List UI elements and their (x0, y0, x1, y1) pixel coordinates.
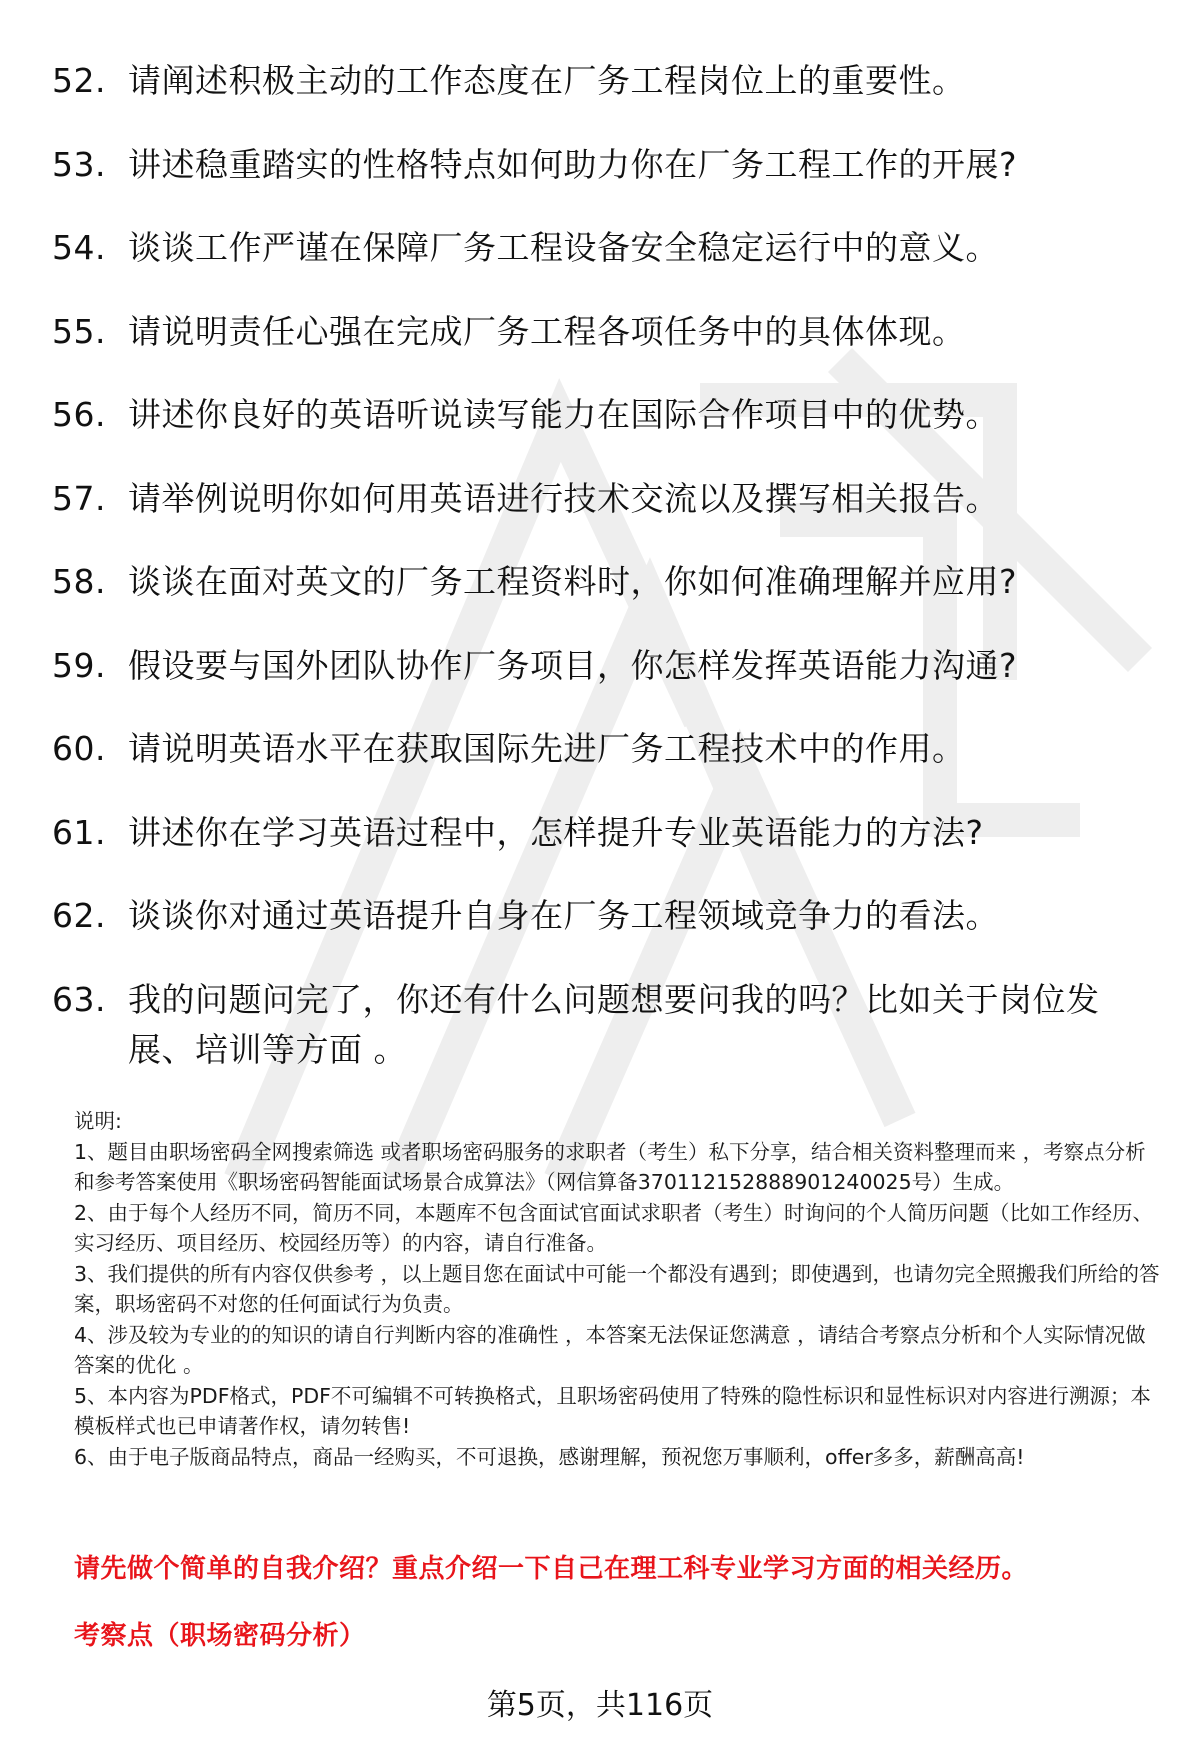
question-text: 请举例说明你如何用英语进行技术交流以及撰写相关报告。 (128, 478, 999, 518)
interview-question-heading: 请先做个简单的自我介绍？重点介绍一下自己在理工科专业学习方面的相关经历。 (74, 1554, 1029, 1584)
question-list (52, 56, 1152, 1108)
note-item: 2、由于每个人经历不同，简历不同，本题库不包含面试官面试求职者（考生）时询问的个人简历问题（比如工作经历、实习经历、项目经历、校园经历等）的内容，请自行准备。 (74, 1200, 1154, 1255)
question-item (52, 724, 1152, 774)
question-item (52, 557, 1152, 607)
question-number: 61. (52, 812, 106, 852)
question-item (52, 56, 1152, 106)
question-item (52, 307, 1152, 357)
question-text: 假设要与国外团队协作厂务项目，你怎样发挥英语能力沟通? (128, 645, 1018, 685)
question-number: 60. (52, 729, 106, 768)
question-item (52, 808, 1152, 858)
question-number: 54. (52, 228, 106, 267)
question-number: 58. (52, 562, 106, 601)
note-item: 1、题目由职场密码全网搜索筛选 或者职场密码服务的求职者（考生）私下分享，结合相关资料整理而来 ，考察点分析和参考答案使用《职场密码智能面试场景合成算法》（网信算备370112152888901240025号）生成。 (74, 1139, 1146, 1194)
question-item (52, 891, 1152, 941)
notes-section (74, 1106, 1164, 1472)
page-number: 第5页，共116页 (486, 1688, 714, 1723)
question-number: 56. (52, 395, 106, 434)
note-item: 5、本内容为PDF格式，PDF不可编辑不可转换格式，且职场密码使用了特殊的隐性标识和显性标识对内容进行溯源；本模板样式也已申请著作权，请勿转售! (74, 1383, 1151, 1438)
question-text: 谈谈你对通过英语提升自身在厂务工程领域竞争力的看法。 (128, 896, 999, 935)
question-item (52, 223, 1152, 273)
question-item (52, 975, 1152, 1075)
question-text: 请阐述积极主动的工作态度在厂务工程岗位上的重要性。 (128, 61, 966, 100)
note-item: 4、涉及较为专业的的知识的请自行判断内容的准确性 ，本答案无法保证您满意 ，请结合考察点分析和个人实际情况做答案的优化 。 (74, 1322, 1146, 1377)
question-number: 52. (52, 61, 106, 100)
note-item: 3、我们提供的所有内容仅供参考 ，以上题目您在面试中可能一个都没有遇到；即使遇到，也请勿完全照搬我们所给的答案，职场密码不对您的任何面试行为负责。 (74, 1261, 1160, 1316)
question-text: 讲述你良好的英语听说读写能力在国际合作项目中的优势。 (128, 395, 999, 434)
question-number: 63. (52, 979, 106, 1019)
question-text: 谈谈工作严谨在保障厂务工程设备安全稳定运行中的意义。 (128, 228, 999, 267)
question-item (52, 641, 1152, 691)
question-text: 请说明责任心强在完成厂务工程各项任务中的具体体现。 (128, 311, 966, 351)
notes-title: 说明: (74, 1109, 122, 1133)
question-number: 55. (52, 311, 106, 351)
analysis-heading: 考察点（职场密码分析） (74, 1621, 366, 1651)
question-text: 讲述你在学习英语过程中，怎样提升专业英语能力的方法? (128, 812, 984, 852)
question-text: 我的问题问完了，你还有什么问题想要问我的吗？比如关于岗位发展、培训等方面 。 (128, 979, 1100, 1069)
question-number: 59. (52, 645, 106, 685)
note-item: 6、由于电子版商品特点，商品一经购买，不可退换，感谢理解，预祝您万事顺利，offer多多，薪酬高高! (74, 1444, 1025, 1469)
question-number: 62. (52, 896, 106, 935)
question-text: 请说明英语水平在获取国际先进厂务工程技术中的作用。 (128, 729, 966, 768)
question-item (52, 140, 1152, 190)
question-item (52, 390, 1152, 440)
question-text: 讲述稳重踏实的性格特点如何助力你在厂务工程工作的开展? (128, 144, 1018, 184)
question-number: 57. (52, 478, 106, 518)
question-number: 53. (52, 144, 106, 184)
question-item (52, 474, 1152, 524)
question-text: 谈谈在面对英文的厂务工程资料时，你如何准确理解并应用? (128, 562, 1018, 601)
